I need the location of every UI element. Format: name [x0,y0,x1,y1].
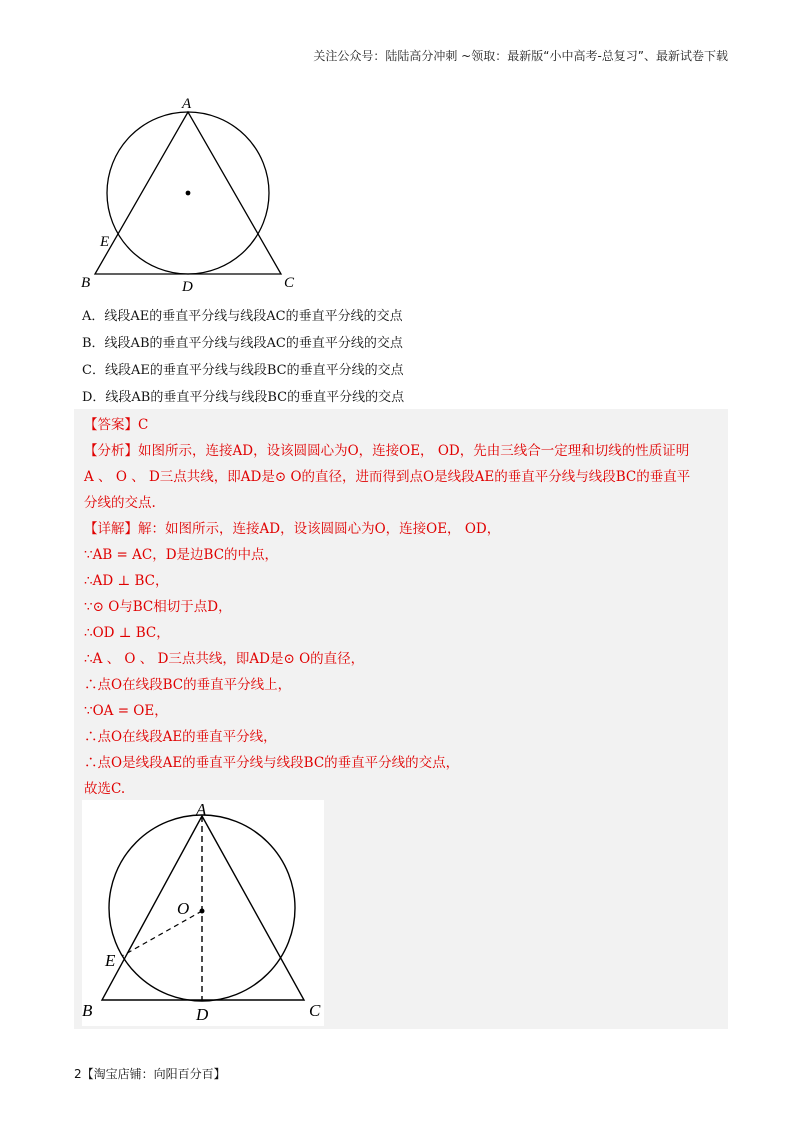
detail-line-1: 【详解】解：如图所示，连接AD，设该圆圆心为O，连接OE， OD， [84,521,501,537]
answer-options [82,303,404,411]
center-o-dot [200,909,205,914]
detail-line-4: ∵⊙ O与BC相切于点D， [84,599,232,615]
label-c: C [284,275,295,291]
label-e: E [100,234,110,250]
detail-line-7: ∴点O在线段BC的垂直平分线上， [84,677,292,693]
label-e: E [105,951,116,970]
detail-line-6: ∴A 、 O 、 D三点共线，即AD是⊙ O的直径， [84,651,365,667]
label-a: A [196,800,207,819]
solution-figure [82,800,324,1026]
detail-line-2: ∵AB = AC，D是边BC的中点， [84,547,279,563]
detail-line-3: ∴AD ⊥ BC， [84,573,169,589]
center-dot [186,191,191,196]
answer-line: 【答案】C [84,417,149,433]
option-d: D．线段AB的垂直平分线与线段BC的垂直平分线的交点 [82,390,405,405]
analysis-line-3: 分线的交点. [84,495,156,511]
label-c: C [309,1001,321,1020]
label-o: O [177,899,190,918]
detail-line-10: ∴点O是线段AE的垂直平分线与线段BC的垂直平分线的交点， [84,755,460,771]
label-b: B [81,275,91,291]
segment-oe [122,911,202,956]
label-a: A [182,96,192,112]
option-a: A．线段AE的垂直平分线与线段AC的垂直平分线的交点 [82,309,403,324]
detail-line-5: ∴OD ⊥ BC， [84,625,170,641]
label-d: D [182,279,193,295]
page-header: 关注公众号：陆陆高分冲刺 ~领取：最新版“小中高考-总复习”、最新试卷下载 [313,49,728,63]
page-footer: 2【淘宝店铺：向阳百分百】 [74,1067,226,1081]
option-c: C．线段AE的垂直平分线与线段BC的垂直平分线的交点 [82,363,404,378]
analysis-line-1: 【分析】如图所示，连接AD，设该圆圆心为O，连接OE， OD，先由三线合一定理和切线的性质证明 [84,443,690,459]
analysis-line-2: A 、 O 、 D三点共线，即AD是⊙ O的直径，进而得到点O是线段AE的垂直平分线与线段BC的垂直平 [84,469,691,485]
detail-line-11: 故选C. [84,781,126,797]
detail-line-8: ∵OA = OE， [84,703,168,719]
detail-line-9: ∴点O在线段AE的垂直平分线， [84,729,277,745]
triangle-abc [102,816,304,1000]
label-b: B [82,1001,93,1020]
label-d: D [196,1005,209,1024]
option-b: B．线段AB的垂直平分线与线段AC的垂直平分线的交点 [82,336,403,351]
question-figure [78,95,318,300]
solution-panel [74,409,728,1029]
